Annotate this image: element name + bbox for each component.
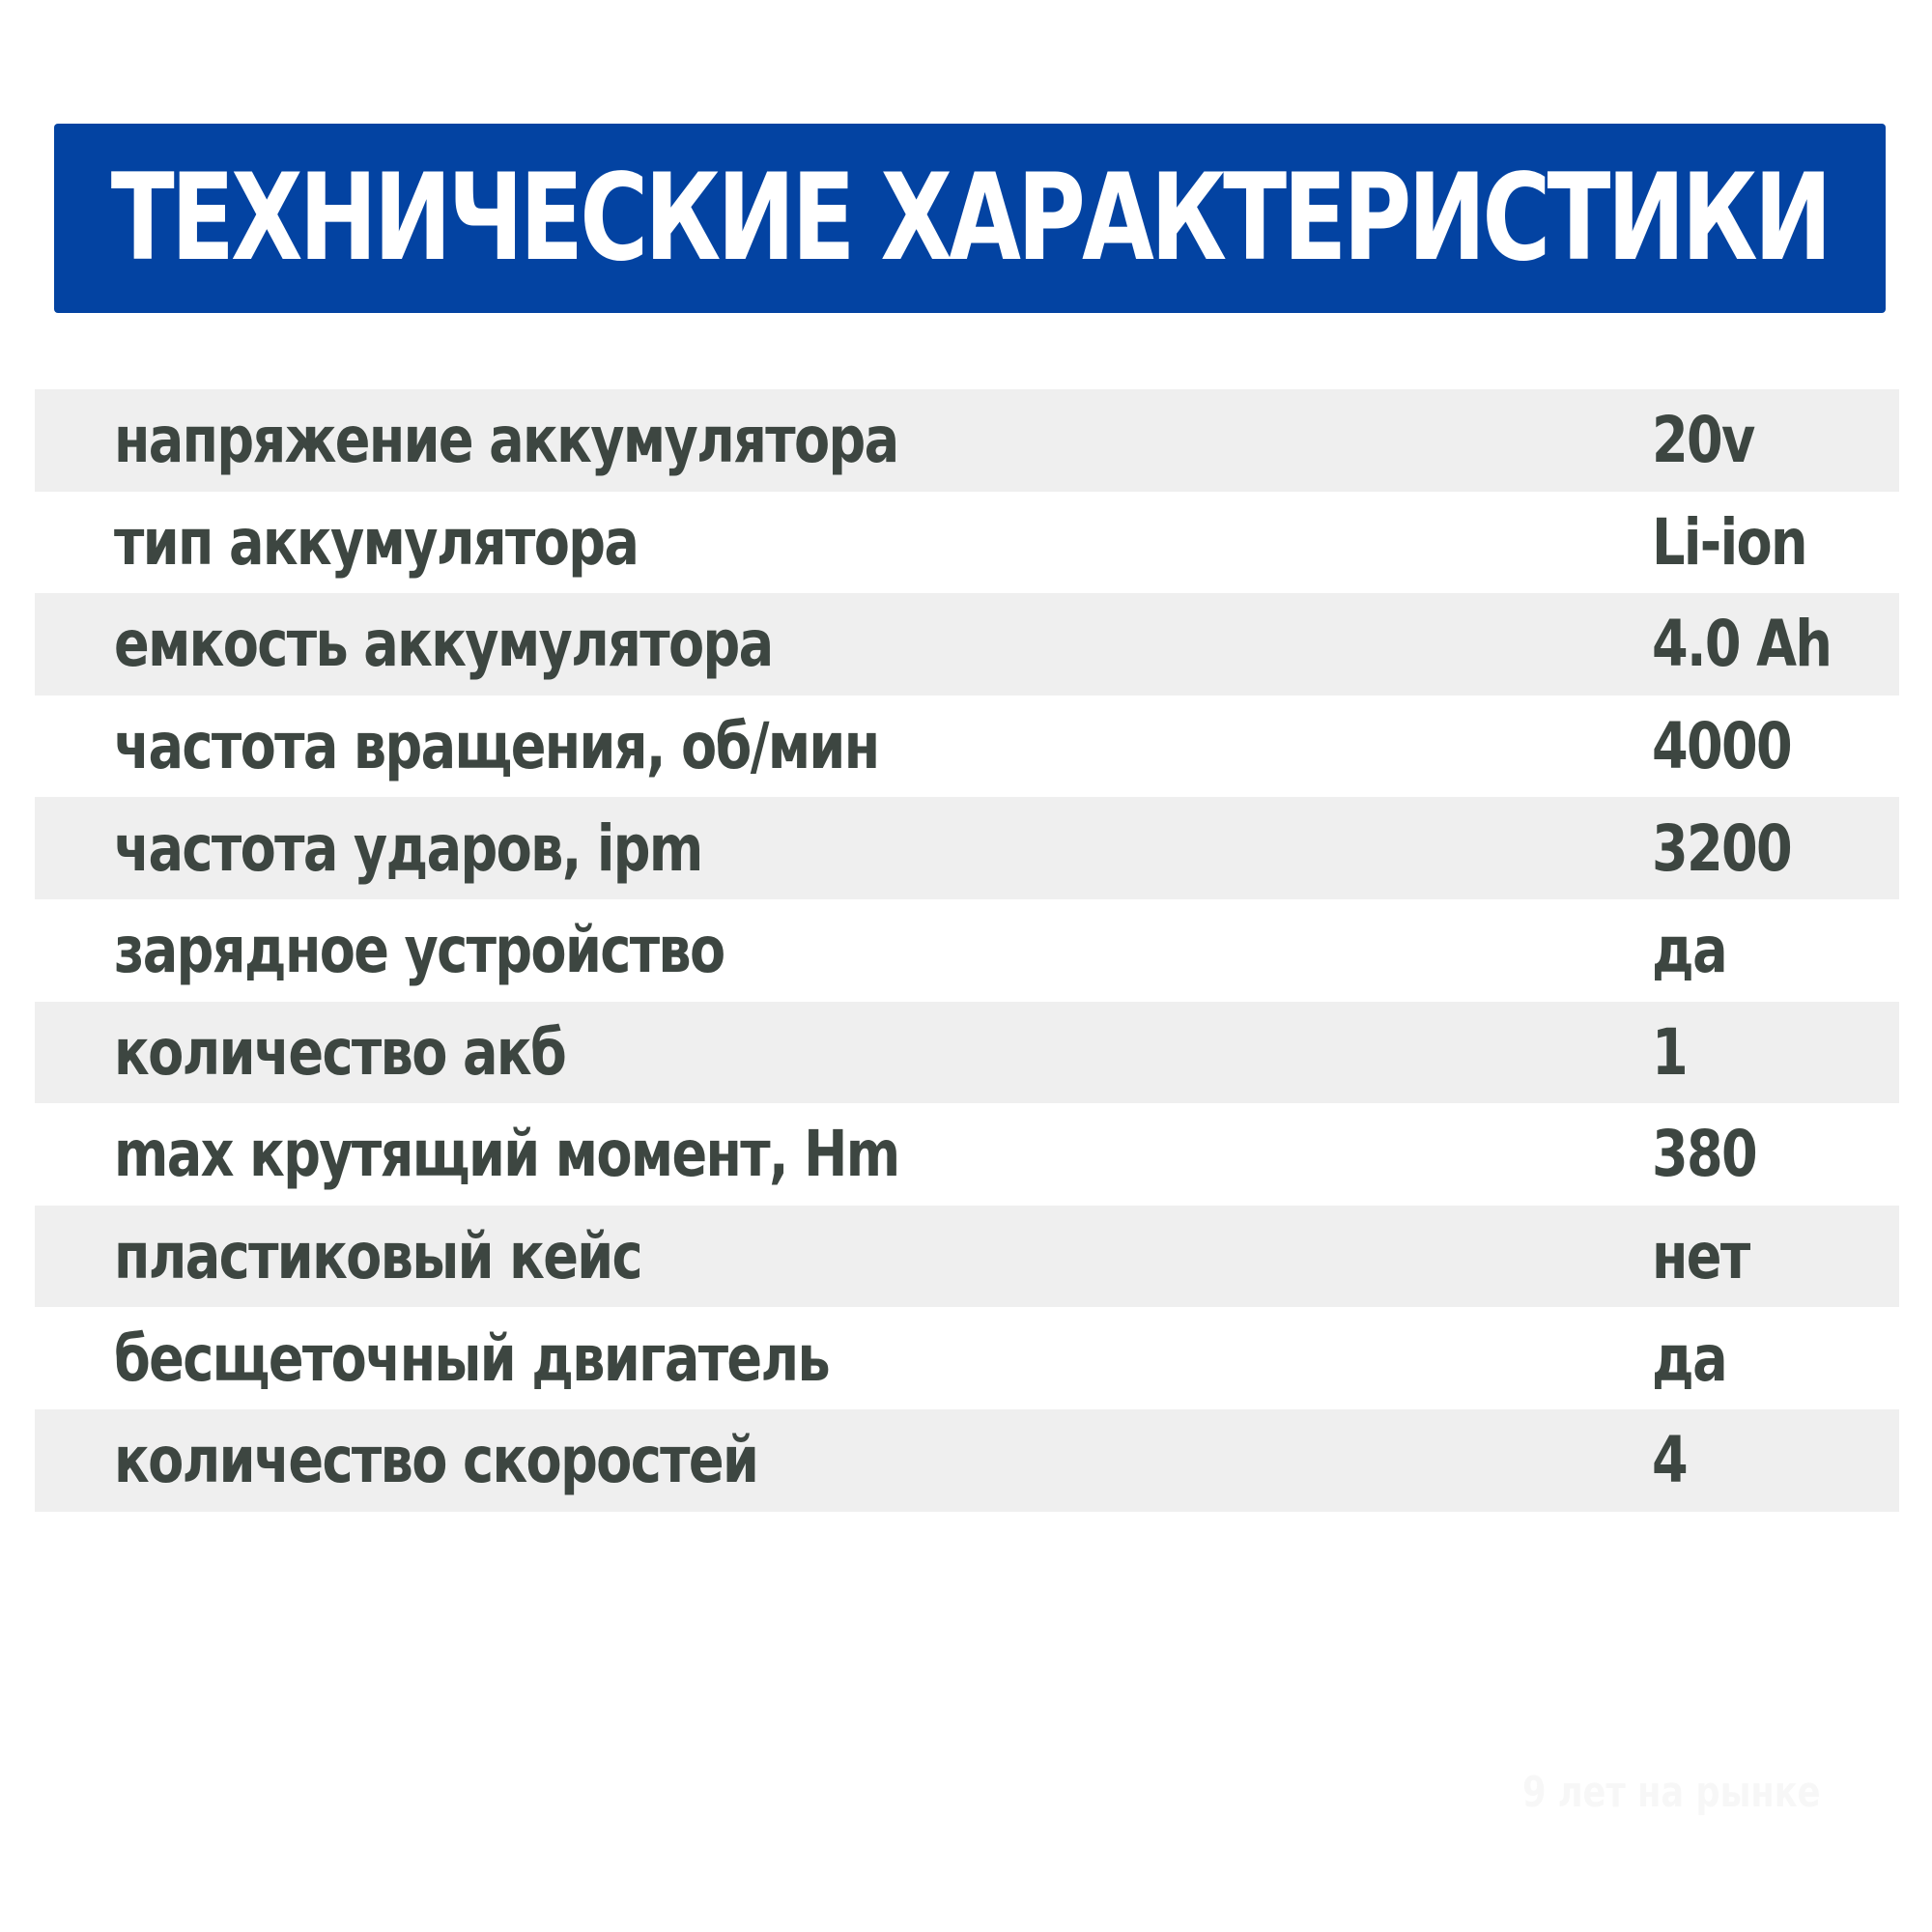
page-title: ТЕХНИЧЕСКИЕ ХАРАКТЕРИСТИКИ [110,149,1830,288]
spec-value: 4 [1652,1423,1688,1498]
spec-value: да [1652,913,1726,988]
spec-label: пластиковый кейс [114,1219,641,1294]
spec-value: 3200 [1652,810,1792,886]
spec-label: max крутящий момент, Hm [114,1117,899,1192]
spec-value: нет [1652,1219,1749,1294]
spec-row-speed-count [35,1409,1899,1512]
spec-label: напряжение аккумулятора [114,403,898,478]
spec-row-battery-type [35,492,1899,594]
spec-value: 380 [1652,1117,1757,1192]
spec-value: Li-ion [1652,504,1806,580]
spec-value: 4000 [1652,709,1792,784]
spec-label: бесщеточный двигатель [114,1321,830,1396]
spec-row-battery-capacity [35,593,1899,696]
spec-label: количество акб [114,1014,566,1090]
spec-label: емкость аккумулятора [114,607,773,682]
watermark: 9 лет на рынке [1522,1768,1821,1817]
header-banner [54,124,1886,313]
spec-value: да [1652,1321,1726,1396]
spec-value: 1 [1652,1014,1688,1090]
spec-label: тип аккумулятора [114,504,639,580]
spec-row-brushless-motor [35,1307,1899,1409]
spec-label: частота ударов, ipm [114,810,702,886]
spec-table [35,389,1899,1512]
spec-row-plastic-case [35,1206,1899,1308]
spec-row-impact-rate [35,797,1899,899]
spec-value: 20v [1652,403,1754,478]
spec-row-charger [35,899,1899,1002]
spec-row-battery-count [35,1002,1899,1104]
spec-row-max-torque [35,1103,1899,1206]
spec-row-rotation-speed [35,696,1899,798]
spec-row-battery-voltage [35,389,1899,492]
spec-value: 4.0 Ah [1652,607,1832,682]
spec-label: количество скоростей [114,1423,758,1498]
spec-label: зарядное устройство [114,913,724,988]
spec-label: частота вращения, об/мин [114,709,879,784]
